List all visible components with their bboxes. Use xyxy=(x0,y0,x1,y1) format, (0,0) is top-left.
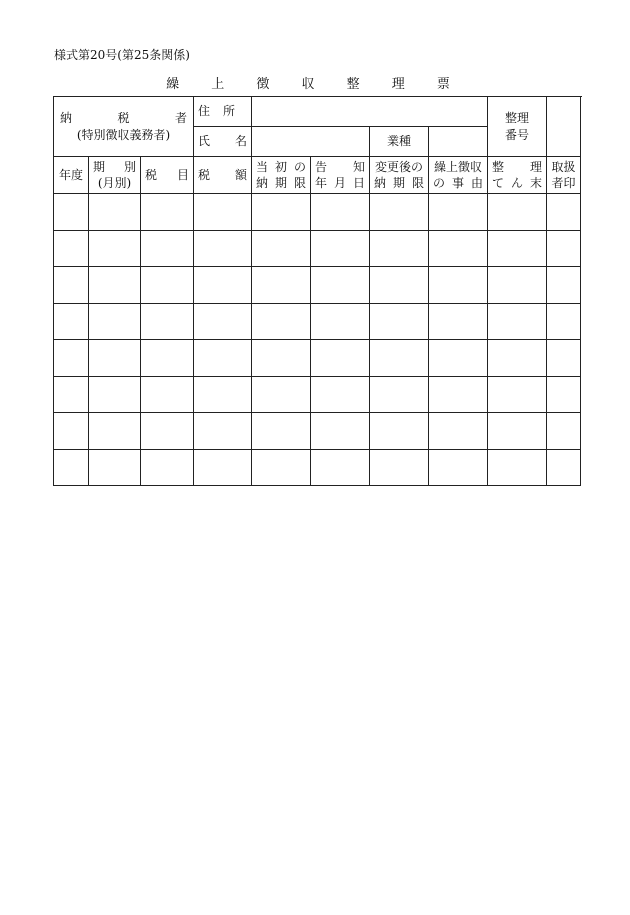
entry-cell[interactable] xyxy=(488,230,547,267)
business-type-label: 業種 xyxy=(370,127,429,157)
entry-cell[interactable] xyxy=(54,230,89,267)
name-field[interactable] xyxy=(252,127,370,157)
entry-cell[interactable] xyxy=(89,230,141,267)
address-label: 住 所 xyxy=(194,97,252,127)
address-field[interactable] xyxy=(252,97,488,127)
entry-cell[interactable] xyxy=(311,413,370,450)
entry-cell[interactable] xyxy=(488,413,547,450)
form-id: 様式第20号(第25条関係) xyxy=(54,48,190,62)
entry-cell[interactable] xyxy=(54,340,89,377)
entry-cell[interactable] xyxy=(141,449,194,486)
table-row xyxy=(54,267,581,304)
entry-cell[interactable] xyxy=(311,267,370,304)
entry-cell[interactable] xyxy=(488,340,547,377)
entry-cell[interactable] xyxy=(429,376,488,413)
entry-cell[interactable] xyxy=(488,194,547,231)
entry-cell[interactable] xyxy=(252,376,311,413)
entry-cell[interactable] xyxy=(370,230,429,267)
entry-cell[interactable] xyxy=(141,303,194,340)
entry-cell[interactable] xyxy=(89,449,141,486)
entry-cell[interactable] xyxy=(547,449,581,486)
table-row xyxy=(54,340,581,377)
entry-cell[interactable] xyxy=(54,413,89,450)
entry-cell[interactable] xyxy=(194,376,252,413)
table-row xyxy=(54,194,581,231)
entry-cell[interactable] xyxy=(370,376,429,413)
entry-cell[interactable] xyxy=(141,267,194,304)
entry-cell[interactable] xyxy=(89,376,141,413)
column-header-2: 期 別 (月別) xyxy=(89,157,141,194)
column-header-10: 取扱 者印 xyxy=(547,157,581,194)
entry-cell[interactable] xyxy=(547,413,581,450)
entry-cell[interactable] xyxy=(252,267,311,304)
entry-cell[interactable] xyxy=(370,413,429,450)
column-header-3: 税 目 xyxy=(141,157,194,194)
entry-cell[interactable] xyxy=(547,340,581,377)
withholding-agent-label: (特別徴収義務者) xyxy=(76,128,171,142)
taxpayer-label-cell xyxy=(54,97,194,157)
entry-cell[interactable] xyxy=(429,194,488,231)
entry-cell[interactable] xyxy=(252,303,311,340)
entry-cell[interactable] xyxy=(429,230,488,267)
entry-cell[interactable] xyxy=(429,449,488,486)
entry-cell[interactable] xyxy=(370,267,429,304)
entry-cell[interactable] xyxy=(547,376,581,413)
column-header-6: 告 知 年 月 日 xyxy=(311,157,370,194)
entry-cell[interactable] xyxy=(141,376,194,413)
entry-cell[interactable] xyxy=(252,194,311,231)
column-header-row xyxy=(54,157,581,194)
entry-cell[interactable] xyxy=(194,230,252,267)
entry-cell[interactable] xyxy=(194,449,252,486)
entry-cell[interactable] xyxy=(54,376,89,413)
entry-cell[interactable] xyxy=(194,303,252,340)
entry-cell[interactable] xyxy=(429,340,488,377)
entry-cell[interactable] xyxy=(429,303,488,340)
entry-cell[interactable] xyxy=(547,303,581,340)
entry-cell[interactable] xyxy=(370,449,429,486)
taxpayer-label: 納 税 者 xyxy=(60,110,188,125)
entry-cell[interactable] xyxy=(252,230,311,267)
reference-number-field[interactable] xyxy=(547,97,581,157)
entry-cell[interactable] xyxy=(429,267,488,304)
column-header-7: 変更後の 納 期 限 xyxy=(370,157,429,194)
entry-cell[interactable] xyxy=(547,194,581,231)
table-row xyxy=(54,303,581,340)
entry-cell[interactable] xyxy=(89,194,141,231)
entry-cell[interactable] xyxy=(194,194,252,231)
column-header-9: 整 理 て ん 末 xyxy=(488,157,547,194)
entry-cell[interactable] xyxy=(252,413,311,450)
entry-cell[interactable] xyxy=(311,376,370,413)
column-header-5: 当 初 の 納 期 限 xyxy=(252,157,311,194)
entry-cell[interactable] xyxy=(54,267,89,304)
entry-cell[interactable] xyxy=(311,449,370,486)
entry-cell[interactable] xyxy=(488,303,547,340)
entry-cell[interactable] xyxy=(488,376,547,413)
entry-cell[interactable] xyxy=(547,230,581,267)
entry-cell[interactable] xyxy=(311,194,370,231)
column-header-1: 年度 xyxy=(54,157,89,194)
form-title: 繰 上 徴 収 整 理 票 xyxy=(166,77,464,92)
entry-cell[interactable] xyxy=(194,413,252,450)
table-row xyxy=(54,230,581,267)
table-row xyxy=(54,413,581,450)
business-type-field[interactable] xyxy=(429,127,488,157)
entry-cell[interactable] xyxy=(488,449,547,486)
entry-cell[interactable] xyxy=(311,303,370,340)
entry-cell[interactable] xyxy=(54,194,89,231)
entry-cell[interactable] xyxy=(141,413,194,450)
reference-number-label: 整理 番号 xyxy=(488,97,547,157)
entry-cell[interactable] xyxy=(370,303,429,340)
entry-cell[interactable] xyxy=(89,340,141,377)
entry-cell[interactable] xyxy=(89,413,141,450)
entry-cell[interactable] xyxy=(194,267,252,304)
entry-cell[interactable] xyxy=(54,303,89,340)
entry-cell[interactable] xyxy=(141,230,194,267)
entry-cell[interactable] xyxy=(370,194,429,231)
entry-cell[interactable] xyxy=(488,267,547,304)
entry-cell[interactable] xyxy=(89,303,141,340)
entry-cell[interactable] xyxy=(54,449,89,486)
table-row xyxy=(54,449,581,486)
entry-cell[interactable] xyxy=(141,340,194,377)
entry-cell[interactable] xyxy=(311,340,370,377)
column-header-4: 税 額 xyxy=(194,157,252,194)
entry-cell[interactable] xyxy=(89,267,141,304)
entry-cell[interactable] xyxy=(429,413,488,450)
table-row xyxy=(54,376,581,413)
entry-cell[interactable] xyxy=(194,340,252,377)
entry-cell[interactable] xyxy=(141,194,194,231)
entry-cell[interactable] xyxy=(311,230,370,267)
entry-cell[interactable] xyxy=(370,340,429,377)
entry-cell[interactable] xyxy=(252,340,311,377)
column-header-8: 繰上徴収 の 事 由 xyxy=(429,157,488,194)
name-label: 氏 名 xyxy=(194,127,252,157)
entry-cell[interactable] xyxy=(252,449,311,486)
entry-cell[interactable] xyxy=(547,267,581,304)
ledger-table xyxy=(53,96,581,486)
